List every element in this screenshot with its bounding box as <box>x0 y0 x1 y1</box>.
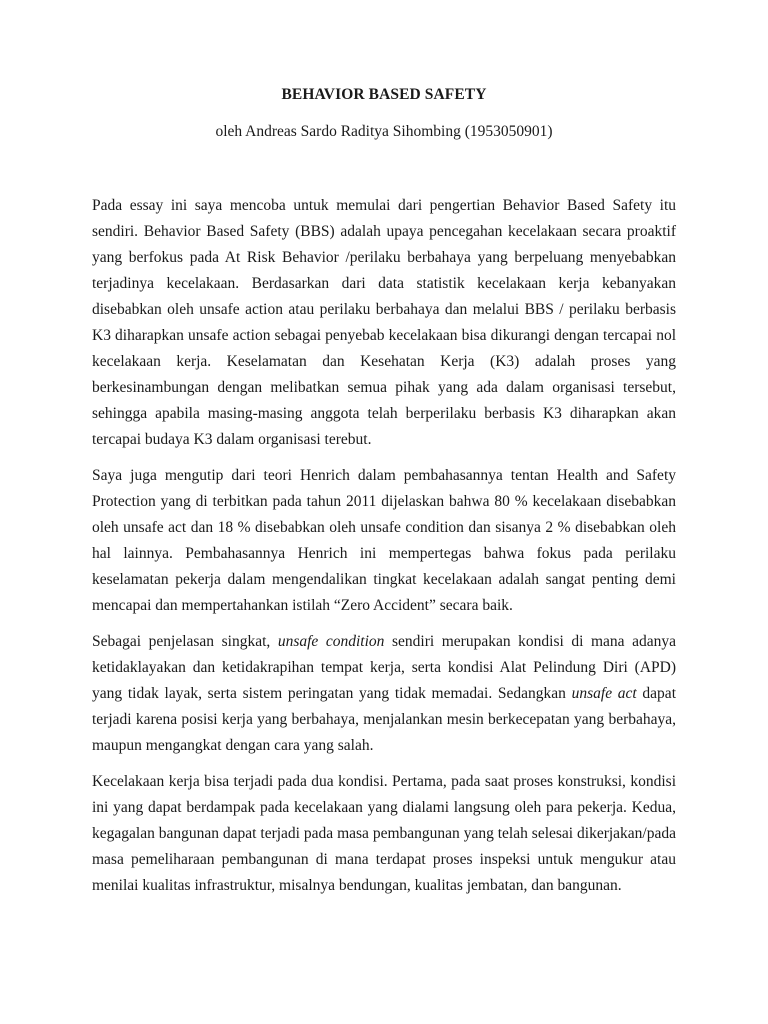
paragraph-3 <box>92 629 676 759</box>
text-segment: Pada essay ini saya mencoba untuk memulai dari pengertian Behavior Based Safety itu sendiri. Behavior Based Safety (BBS) adalah upaya pencegahan kecelakaan secara proaktif yang berfokus pada At Risk Behavior /perilaku berbahaya yang berpeluang menyebabkan terjadinya kecelakaan. Berdasarkan dari data statistik kecelakaan kerja kebanyakan disebabkan oleh unsafe action atau perilaku berbahaya dan melalui BBS / perilaku berbasis K3 diharapkan unsafe action sebagai penyebab kecelakaan bisa dikurangi dengan tercapai nol kecelakaan kerja. Keselamatan dan Kesehatan Kerja (K3) adalah proses yang berkesinambungan dengan melibatkan semua pihak yang ada dalam organisasi tersebut, sehingga apabila masing-masing anggota telah berperilaku berbasis K3 diharapkan akan tercapai budaya K3 dalam organisasi terebut. <box>92 197 676 448</box>
text-segment: Kecelakaan kerja bisa terjadi pada dua kondisi. Pertama, pada saat proses konstruksi, kondisi ini yang dapat berdampak pada kecelakaan yang dialami langsung oleh para pekerja. Kedua, kegagalan bangunan dapat terjadi pada masa pembangunan yang telah selesai dikerjakan/pada masa pemeliharaan pembangunan di mana terdapat proses inspeksi untuk mengukur atau menilai kualitas infrastruktur, misalnya bendungan, kualitas jembatan, dan bangunan. <box>92 773 676 894</box>
document-body <box>92 193 676 899</box>
paragraph-1 <box>92 193 676 453</box>
text-segment: dapat terjadi karena posisi kerja yang berbahaya, menjalankan mesin berkecepatan yang berbahaya, maupun mengangkat dengan cara yang salah. <box>92 685 676 754</box>
paragraph-2 <box>92 463 676 619</box>
author-line: oleh Andreas Sardo Raditya Sihombing (1953050901) <box>215 123 553 140</box>
text-segment: Sebagai penjelasan singkat, <box>92 633 278 650</box>
italic-term-unsafe-condition: unsafe condition <box>277 633 385 650</box>
document-title: BEHAVIOR BASED SAFETY <box>281 86 487 103</box>
italic-term-unsafe-act: unsafe act <box>571 685 637 702</box>
text-segment: Saya juga mengutip dari teori Henrich dalam pembahasannya tentan Health and Safety Protection yang di terbitkan pada tahun 2011 dijelaskan bahwa 80 % kecelakaan disebabkan oleh unsafe act dan 18 % disebabkan oleh unsafe condition dan sisanya 2 % disebabkan oleh hal lainnya. Pembahasannya Henrich ini mempertegas bahwa fokus pada perilaku keselamatan pekerja dalam mengendalikan tingkat kecelakaan adalah sangat penting demi mencapai dan mempertahankan istilah “Zero Accident” secara baik. <box>92 467 676 614</box>
paragraph-4 <box>92 769 676 899</box>
text-segment: sendiri merupakan kondisi di mana adanya ketidaklayakan dan ketidakrapihan tempat kerja, serta kondisi Alat Pelindung Diri (APD) yang tidak layak, serta sistem peringatan yang tidak memadai. Sedangkan <box>92 633 676 702</box>
